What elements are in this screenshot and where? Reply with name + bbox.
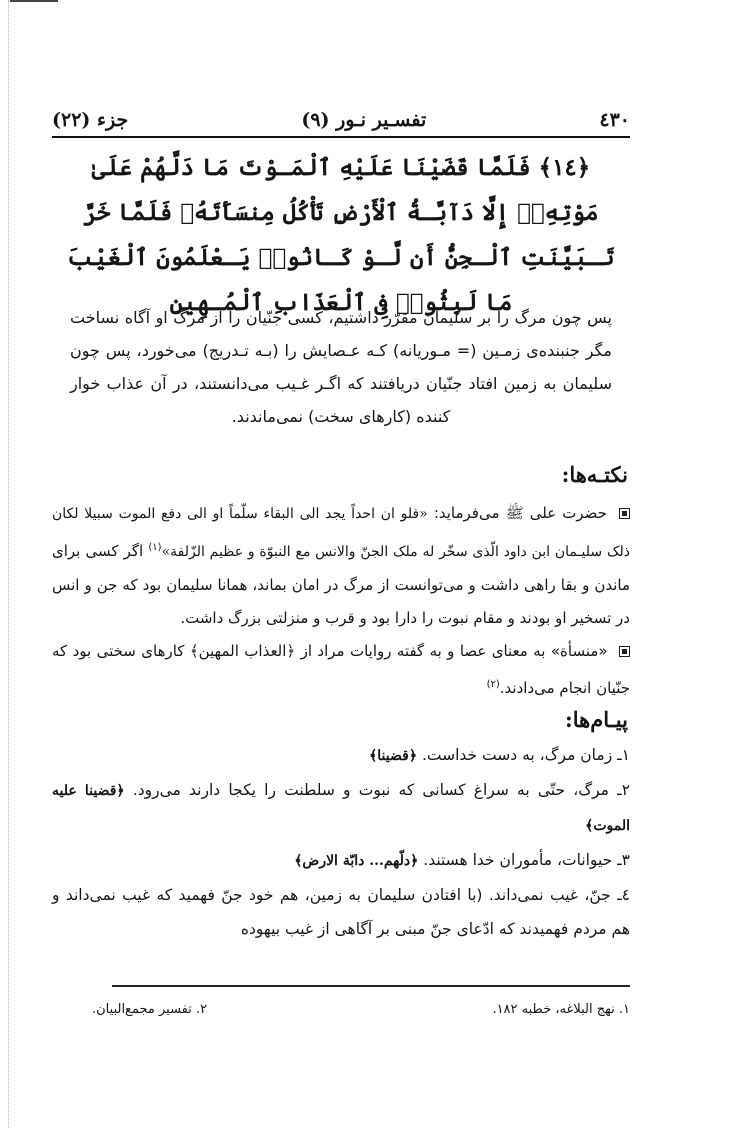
- message-text: ٢ـ مرگ، حتّی به سراغ کسانی که نبوت و سلطنت را یکجا دارند می‌رود.: [132, 781, 631, 799]
- notes-section: [52, 497, 630, 705]
- running-header: [52, 103, 630, 133]
- message-text: ٤ـ جنّ، غیب نمی‌داند. (با افتادن سلیمان به زمین، هم خود جنّ فهمید که غیب نمی‌داند و هم مردم فهمیدند که ادّعای جنّ مبنی بر آگاهی از غیب بیهوده: [52, 886, 630, 938]
- bullet-square-icon: [619, 646, 630, 657]
- part-label: جزء (٢٢): [52, 109, 129, 131]
- message-item: [52, 738, 630, 773]
- messages-section: [52, 738, 630, 946]
- footnote-1: ١. نهج البلاغه، خطبه ١٨٢.: [492, 1002, 630, 1017]
- verse-reference: ﴿قضینا علیه الموت﴾: [52, 783, 630, 834]
- header-rule: [52, 136, 630, 138]
- verse-reference: ﴿دلّهم... دابّة الارض﴾: [294, 853, 419, 869]
- footnote-marker: (٢): [486, 679, 500, 690]
- verse-text: فَلَمَّا قَضَيْنَا عَلَيْهِ ٱلْمَـوْتَ مَا دَلَّهُمْ عَلَىٰ مَوْتِهِۦٓ إِلَّا دَآبَّـةُ ٱلْأَرْضِ تَأْكُلُ مِنسَأَتَهُۥ فَلَمَّا خَرَّ تَـبَيَّنَتِ ٱلْـجِنُّ أَن لَّـوْ كَـانُوا۟ يَـعْلَمُونَ ٱلْغَيْبَ مَا لَبِثُوا۟ فِى ٱلْعَذَابِ ٱلْمُـهِينِ: [67, 154, 615, 316]
- note-item: [52, 635, 630, 705]
- scan-edge: [0, 0, 9, 1128]
- message-text: ٣ـ حیوانات، مأموران خدا هستند.: [423, 851, 630, 869]
- verse-reference: ﴿قضینا﴾: [369, 748, 418, 764]
- note-text: «منسأة» به معنای عصا و به گفته روایات مراد از ﴿العذاب المهین﴾ کارهای سختی بود که جنّیان انجام می‌دادند.: [52, 642, 630, 697]
- verse-translation: پس چون مرگ را بر سلیمان مقرّر داشتیم، کسی جنّیان را از مرگ او آگاه نساخت مگر جنبنده‌ی زمـین (= مـوریانه) کـه عـصایش را (بـه تـدریج) می‌خورد، پس چون سلیمان به زمین افتاد جنّیان دریافتند که اگـر غـیب می‌دانستند، در آن عذاب خوار کننده (کارهای سخت) نمی‌ماندند.: [70, 308, 612, 426]
- message-item: [52, 773, 630, 843]
- book-title: تفسـیر نـور (٩): [301, 109, 427, 131]
- note-intro: حضرت علی ﷺ می‌فرماید:: [433, 504, 607, 522]
- footnotes: [52, 998, 630, 1022]
- hadith-quote: «فلو ان احداً یجد الی البقاء سلّماً او الی دفع الموت سبیلا لکان ذلک سلیـمان ابن داود الّذی سخّر له ملک الجنّ والانس مع النبوّة و عظیم الزّلفة»: [52, 506, 630, 560]
- quran-verse: [52, 145, 630, 325]
- message-text: ١ـ زمان مرگ، به دست خداست.: [421, 746, 630, 764]
- scan-mark: [10, 0, 58, 2]
- page-number: ٤٣٠: [599, 109, 630, 131]
- message-item: [52, 878, 630, 946]
- note-item: [52, 497, 630, 635]
- book-page: [52, 0, 630, 1128]
- note-body: اگر کسی برای ماندن و بقا راهی داشت و می‌توانست از مرگ در امان بماند، همانا سلیمان بود که جن و انس در تسخیر او بودند و مقام نبوت را دارا بود و قرب و منزلتی بزرگ داشت.: [52, 542, 630, 627]
- footnote-rule: [112, 985, 630, 987]
- messages-heading: پیـام‌ها:: [565, 707, 628, 732]
- message-item: [52, 843, 630, 878]
- footnote-marker: (١): [148, 542, 162, 553]
- verse-number: ﴿١٤﴾: [538, 154, 591, 181]
- bullet-square-icon: [619, 508, 630, 519]
- footnote-2: ٢. تفسیر مجمع‌البیان.: [92, 1002, 208, 1017]
- notes-heading: نکتـه‌ها:: [561, 462, 628, 487]
